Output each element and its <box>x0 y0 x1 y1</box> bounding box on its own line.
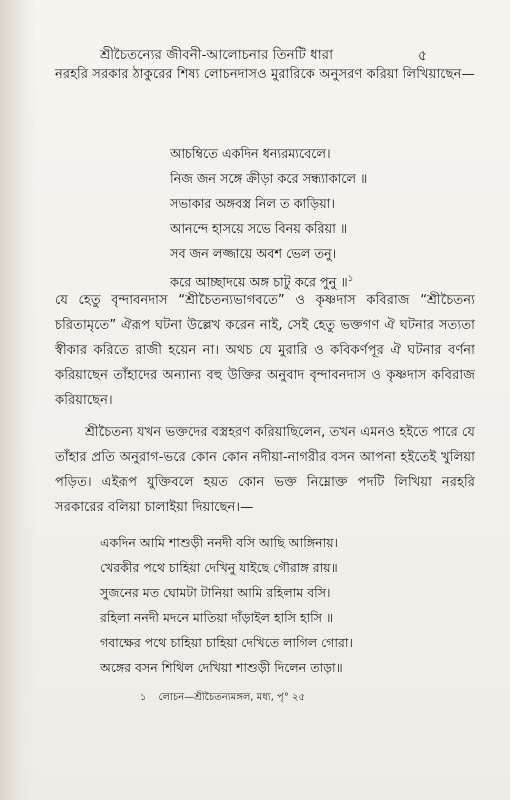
footnote-number: ১ <box>140 692 147 703</box>
footnote-text: লোচন—শ্রীচৈতন্যমঙ্গল, মধ্য, পৃ° ২৫ <box>158 692 306 703</box>
verse-line: অঙ্গের বসন শিথিল দেখিয়া শাশুড়ী দিলেন তাড়া॥ <box>100 660 343 675</box>
page-number: ৫ <box>418 48 428 64</box>
running-header: শ্রীচৈতন্যের জীবনী-আলোচনার তিনটি ধারা <box>100 47 333 63</box>
verse-line: আচম্বিতে একদিন ধন্যরম্যবেলে। <box>170 147 331 162</box>
body-paragraph-1: যে হেতু বৃন্দাবনদাস “শ্রীচৈতন্যভাগবতে” ও কৃষ্ণদাস কবিরাজ “শ্রীচৈতন্য চরিতামৃতে” ঐরূপ ঘটনা উল্লেখ করেন নাই, সেই হেতু ভক্তগণ ঐ ঘটনার সত্যতা স্বীকার করিতে রাজী হয়েন না। অথচ যে মুরারি ও কবিকর্ণপূর ঐ ঘটনার বর্ণনা করিয়াছেন তাঁহাদের অন্যান্য বহু উক্তির অনুবাদ বৃন্দাবনদাস ও কৃষ্ণদাস কবিরাজ করিয়াছেন। <box>55 293 475 408</box>
intro-paragraph: নরহরি সরকার ঠাকুরের শিষ্য লোচনদাসও মুরারিকে অনুসরণ করিয়া লিখিয়াছেন— <box>55 67 475 82</box>
verse-line: খেরকীর পথে চাহিয়া দেখিনু যাইছে গৌরাঙ্গ রায়॥ <box>100 560 338 575</box>
footnote <box>140 690 305 707</box>
verse-line: সুজনের মত ঘোমটা টানিয়া আমি রহিলাম বসি। <box>100 585 331 600</box>
verse-line: সভাকার অঙ্গবস্ত্র নিল ত কাড়িয়া। <box>170 197 335 212</box>
verse-line: একদিন আমি শাশুড়ী ননদী বসি আছি আঙ্গিনায়। <box>100 535 339 550</box>
footnote-marker: ১ <box>347 274 354 284</box>
verse-line: গবাক্ষের পথে চাহিয়া চাহিয়া দেখিতে লাগিল গোরা। <box>100 635 353 650</box>
verse-block-2 <box>100 530 353 680</box>
verse-line-text: করে আচ্ছাদয়ে অঙ্গ চাটু করে পুনু ॥ <box>170 275 348 291</box>
verse-line: রহিলা ননদী মদনে মাতিয়া দাঁড়াইল হাসি হাসি ॥ <box>100 610 334 625</box>
verse-block-1 <box>170 142 367 295</box>
page-gutter-shadow <box>0 0 36 800</box>
verse-line: সব জন লজ্জায়ে অবশ ভেল তনু। <box>170 247 337 262</box>
verse-line: নিজ জন সঙ্গে ক্রীড়া করে সন্ধ্যাকালে ॥ <box>170 172 368 187</box>
verse-line: আনন্দে হাসয়ে সভে বিনয় করিয়া ॥ <box>170 222 348 237</box>
body-paragraph-2: শ্রীচৈতন্য যখন ভক্তদের বস্ত্রহরণ করিয়াছিলেন, তখন এমনও হইতে পারে যে তাঁহার প্রতি অনুরাগ-ভরে কোন কোন নদীয়া-নাগরীর বসন আপনা হইতেই খুলিয়া পড়িত। এইরূপ যুক্তিবলে হয়ত কোন ভক্ত নিম্নোক্ত পদটি লিখিয়া নরহরি সরকারের বলিয়া চালাইয়া দিয়াছেন।— <box>55 425 475 515</box>
